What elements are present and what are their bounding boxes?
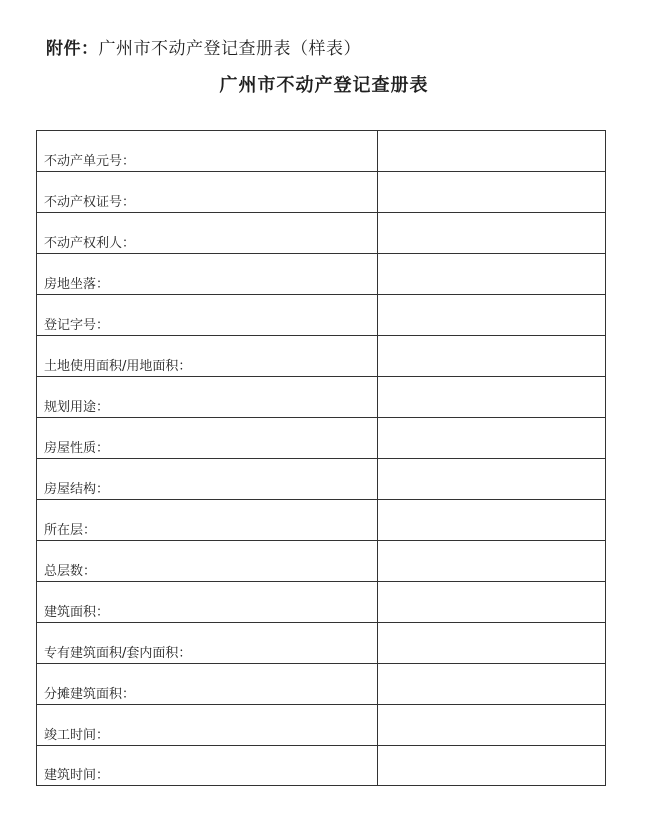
field-value bbox=[378, 746, 606, 786]
table-row bbox=[37, 418, 606, 459]
field-label: 专有建筑面积/套内面积： bbox=[37, 623, 378, 664]
table-row bbox=[37, 377, 606, 418]
field-label: 不动产权证号： bbox=[37, 172, 378, 213]
field-label: 建筑面积： bbox=[37, 582, 378, 623]
field-label: 房地坐落： bbox=[37, 254, 378, 295]
register-table-body bbox=[37, 131, 606, 786]
field-label: 建筑时间： bbox=[37, 746, 378, 786]
field-value bbox=[378, 623, 606, 664]
field-label: 土地使用面积/用地面积： bbox=[37, 336, 378, 377]
field-value bbox=[378, 541, 606, 582]
field-value bbox=[378, 254, 606, 295]
field-value bbox=[378, 377, 606, 418]
table-row bbox=[37, 623, 606, 664]
field-label: 房屋性质： bbox=[37, 418, 378, 459]
field-label: 不动产权利人： bbox=[37, 213, 378, 254]
field-value bbox=[378, 172, 606, 213]
field-value bbox=[378, 336, 606, 377]
table-row bbox=[37, 254, 606, 295]
table-row bbox=[37, 500, 606, 541]
table-row bbox=[37, 582, 606, 623]
table-row bbox=[37, 213, 606, 254]
field-value bbox=[378, 213, 606, 254]
field-label: 登记字号： bbox=[37, 295, 378, 336]
attachment-text: 广州市不动产登记查册表（样表） bbox=[98, 39, 361, 59]
table-row bbox=[37, 664, 606, 705]
field-value bbox=[378, 705, 606, 746]
field-label: 总层数： bbox=[37, 541, 378, 582]
field-label: 不动产单元号： bbox=[37, 131, 378, 172]
field-value bbox=[378, 295, 606, 336]
table-row bbox=[37, 459, 606, 500]
field-value bbox=[378, 500, 606, 541]
attachment-label: 附件： bbox=[46, 39, 99, 59]
attachment-note bbox=[46, 34, 361, 59]
field-label: 规划用途： bbox=[37, 377, 378, 418]
table-row bbox=[37, 746, 606, 786]
field-label: 房屋结构： bbox=[37, 459, 378, 500]
field-label: 竣工时间： bbox=[37, 705, 378, 746]
page-title: 广州市不动产登记查册表 bbox=[219, 75, 429, 96]
table-row bbox=[37, 336, 606, 377]
field-value bbox=[378, 664, 606, 705]
register-table bbox=[36, 130, 606, 786]
table-row bbox=[37, 295, 606, 336]
field-value bbox=[378, 131, 606, 172]
table-row bbox=[37, 541, 606, 582]
field-value bbox=[378, 418, 606, 459]
field-label: 分摊建筑面积： bbox=[37, 664, 378, 705]
field-value bbox=[378, 459, 606, 500]
table-row bbox=[37, 172, 606, 213]
field-value bbox=[378, 582, 606, 623]
table-row bbox=[37, 131, 606, 172]
field-label: 所在层： bbox=[37, 500, 378, 541]
table-row bbox=[37, 705, 606, 746]
